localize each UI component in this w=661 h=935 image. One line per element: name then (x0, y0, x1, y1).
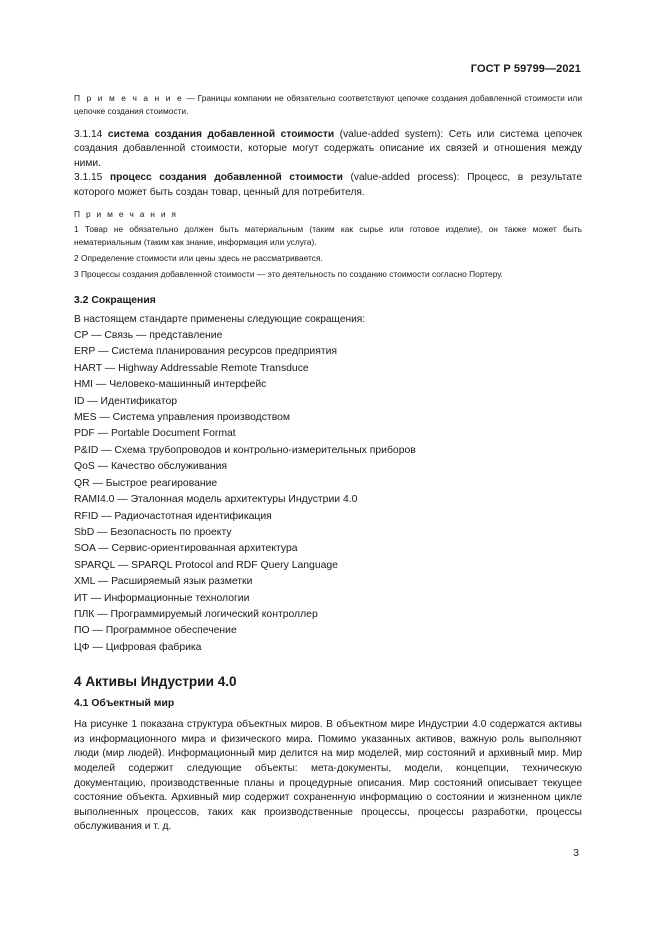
abbreviation-item: SOA — Сервис-ориентированная архитектура (74, 543, 298, 555)
abbreviation-item: HART — Highway Addressable Remote Transduce (74, 362, 309, 374)
term-name: процесс создания добавленной стоимости (109, 172, 343, 184)
standard-header: ГОСТ Р 59799—2021 (470, 63, 581, 75)
abbreviation-item: QoS — Качество обслуживания (74, 461, 228, 473)
note-item: 1 Товар не обязательно должен быть материальным (таким как сырье или готовое изделие), он также может быть нематериальным (таким как знание, информация или услуга). (74, 224, 582, 248)
section-body: На рисунке 1 показана структура объектных миров. В объектном мире Индустрии 4.0 содержатся активы из информационного мира и физического мира. Помимо указанных активов, важную роль выполняют люди (мир людей). Информационный мир делится на мир моделей, мир состояний и архивный мир. Мир моделей содержит следующие объекты: мета-документы, модели, концепции, техническую документацию, производственные планы и процедурные описания. Мир состояний описывает текущее состояние объекта. Архивный мир содержит сохраненную информацию о состоянии и жизненном цикле выполненных процессов, таких как производственные процессы, процессы разработки, процессы обслуживания и т. д. (74, 719, 582, 833)
note-text: — Границы компании не обязательно соответствуют цепочке создания добавленной стоимости или цепочке создания стоимости. (74, 93, 582, 116)
abbreviation-item: XML — Расширяемый язык разметки (74, 576, 253, 588)
abbreviation-item: SPARQL — SPARQL Protocol and RDF Query Language (74, 559, 338, 571)
section-intro: В настоящем стандарте применены следующие сокращения: (74, 314, 366, 326)
page-number: 3 (573, 847, 579, 859)
note-label: П р и м е ч а н и е (74, 93, 184, 103)
term-3114 (74, 128, 582, 171)
abbreviation-list (74, 328, 582, 656)
term-number: 3.1.14 (74, 129, 108, 140)
page-content (74, 92, 582, 835)
term-definition: (value-added process): Процесс, в результате которого может быть создан товар, ценный для потребителя. (74, 172, 583, 198)
abbreviation-item: ИТ — Информационные технологии (74, 592, 250, 604)
abbreviation-item: SbD — Безопасность по проекту (74, 526, 232, 538)
abbreviation-item: ID — Идентификатор (74, 395, 178, 407)
abbreviation-item: RFID — Радиочастотная идентификация (74, 510, 272, 522)
term-3115 (74, 171, 582, 200)
note-item: 2 Определение стоимости или цены здесь не рассматривается. (74, 253, 323, 264)
term-name: система создания добавленной стоимости (107, 129, 335, 140)
abbreviation-item: RAMI4.0 — Эталонная модель архитектуры Индустрии 4.0 (74, 494, 358, 506)
abbreviation-item: ЦФ — Цифровая фабрика (74, 641, 202, 653)
abbreviation-item: QR — Быстрое реагирование (74, 477, 218, 489)
term-definition: (value-added system): Сеть или система цепочек создания добавленной стоимости, которые могут содержать описание их связей и отношения между ними. (74, 129, 583, 169)
term-number: 3.1.15 (74, 172, 110, 184)
abbreviation-item: PDF — Portable Document Format (74, 428, 236, 440)
section-heading: 3.2 Сокращения (74, 295, 156, 307)
abbreviation-item: ERP — Система планирования ресурсов предприятия (74, 346, 338, 358)
chapter-heading: 4 Активы Индустрии 4.0 (74, 674, 237, 690)
section-heading: 4.1 Объектный мир (74, 698, 175, 710)
notes-label: П р и м е ч а н и я (74, 209, 178, 220)
abbreviation-item: MES — Система управления производством (74, 412, 291, 424)
note-item: 3 Процессы создания добавленной стоимости — это деятельность по созданию стоимости согласно Портеру. (74, 269, 503, 280)
abbreviation-item: ПЛК — Программируемый логический контроллер (74, 608, 318, 620)
abbreviation-item: ПО — Программное обеспечение (74, 625, 237, 637)
abbreviation-item: CP — Связь — представление (74, 330, 223, 342)
abbreviation-item: HMI — Человеко-машинный интерфейс (74, 379, 267, 391)
note-top (74, 92, 582, 118)
abbreviation-item: P&ID — Схема трубопроводов и контрольно-измерительных приборов (74, 444, 416, 456)
